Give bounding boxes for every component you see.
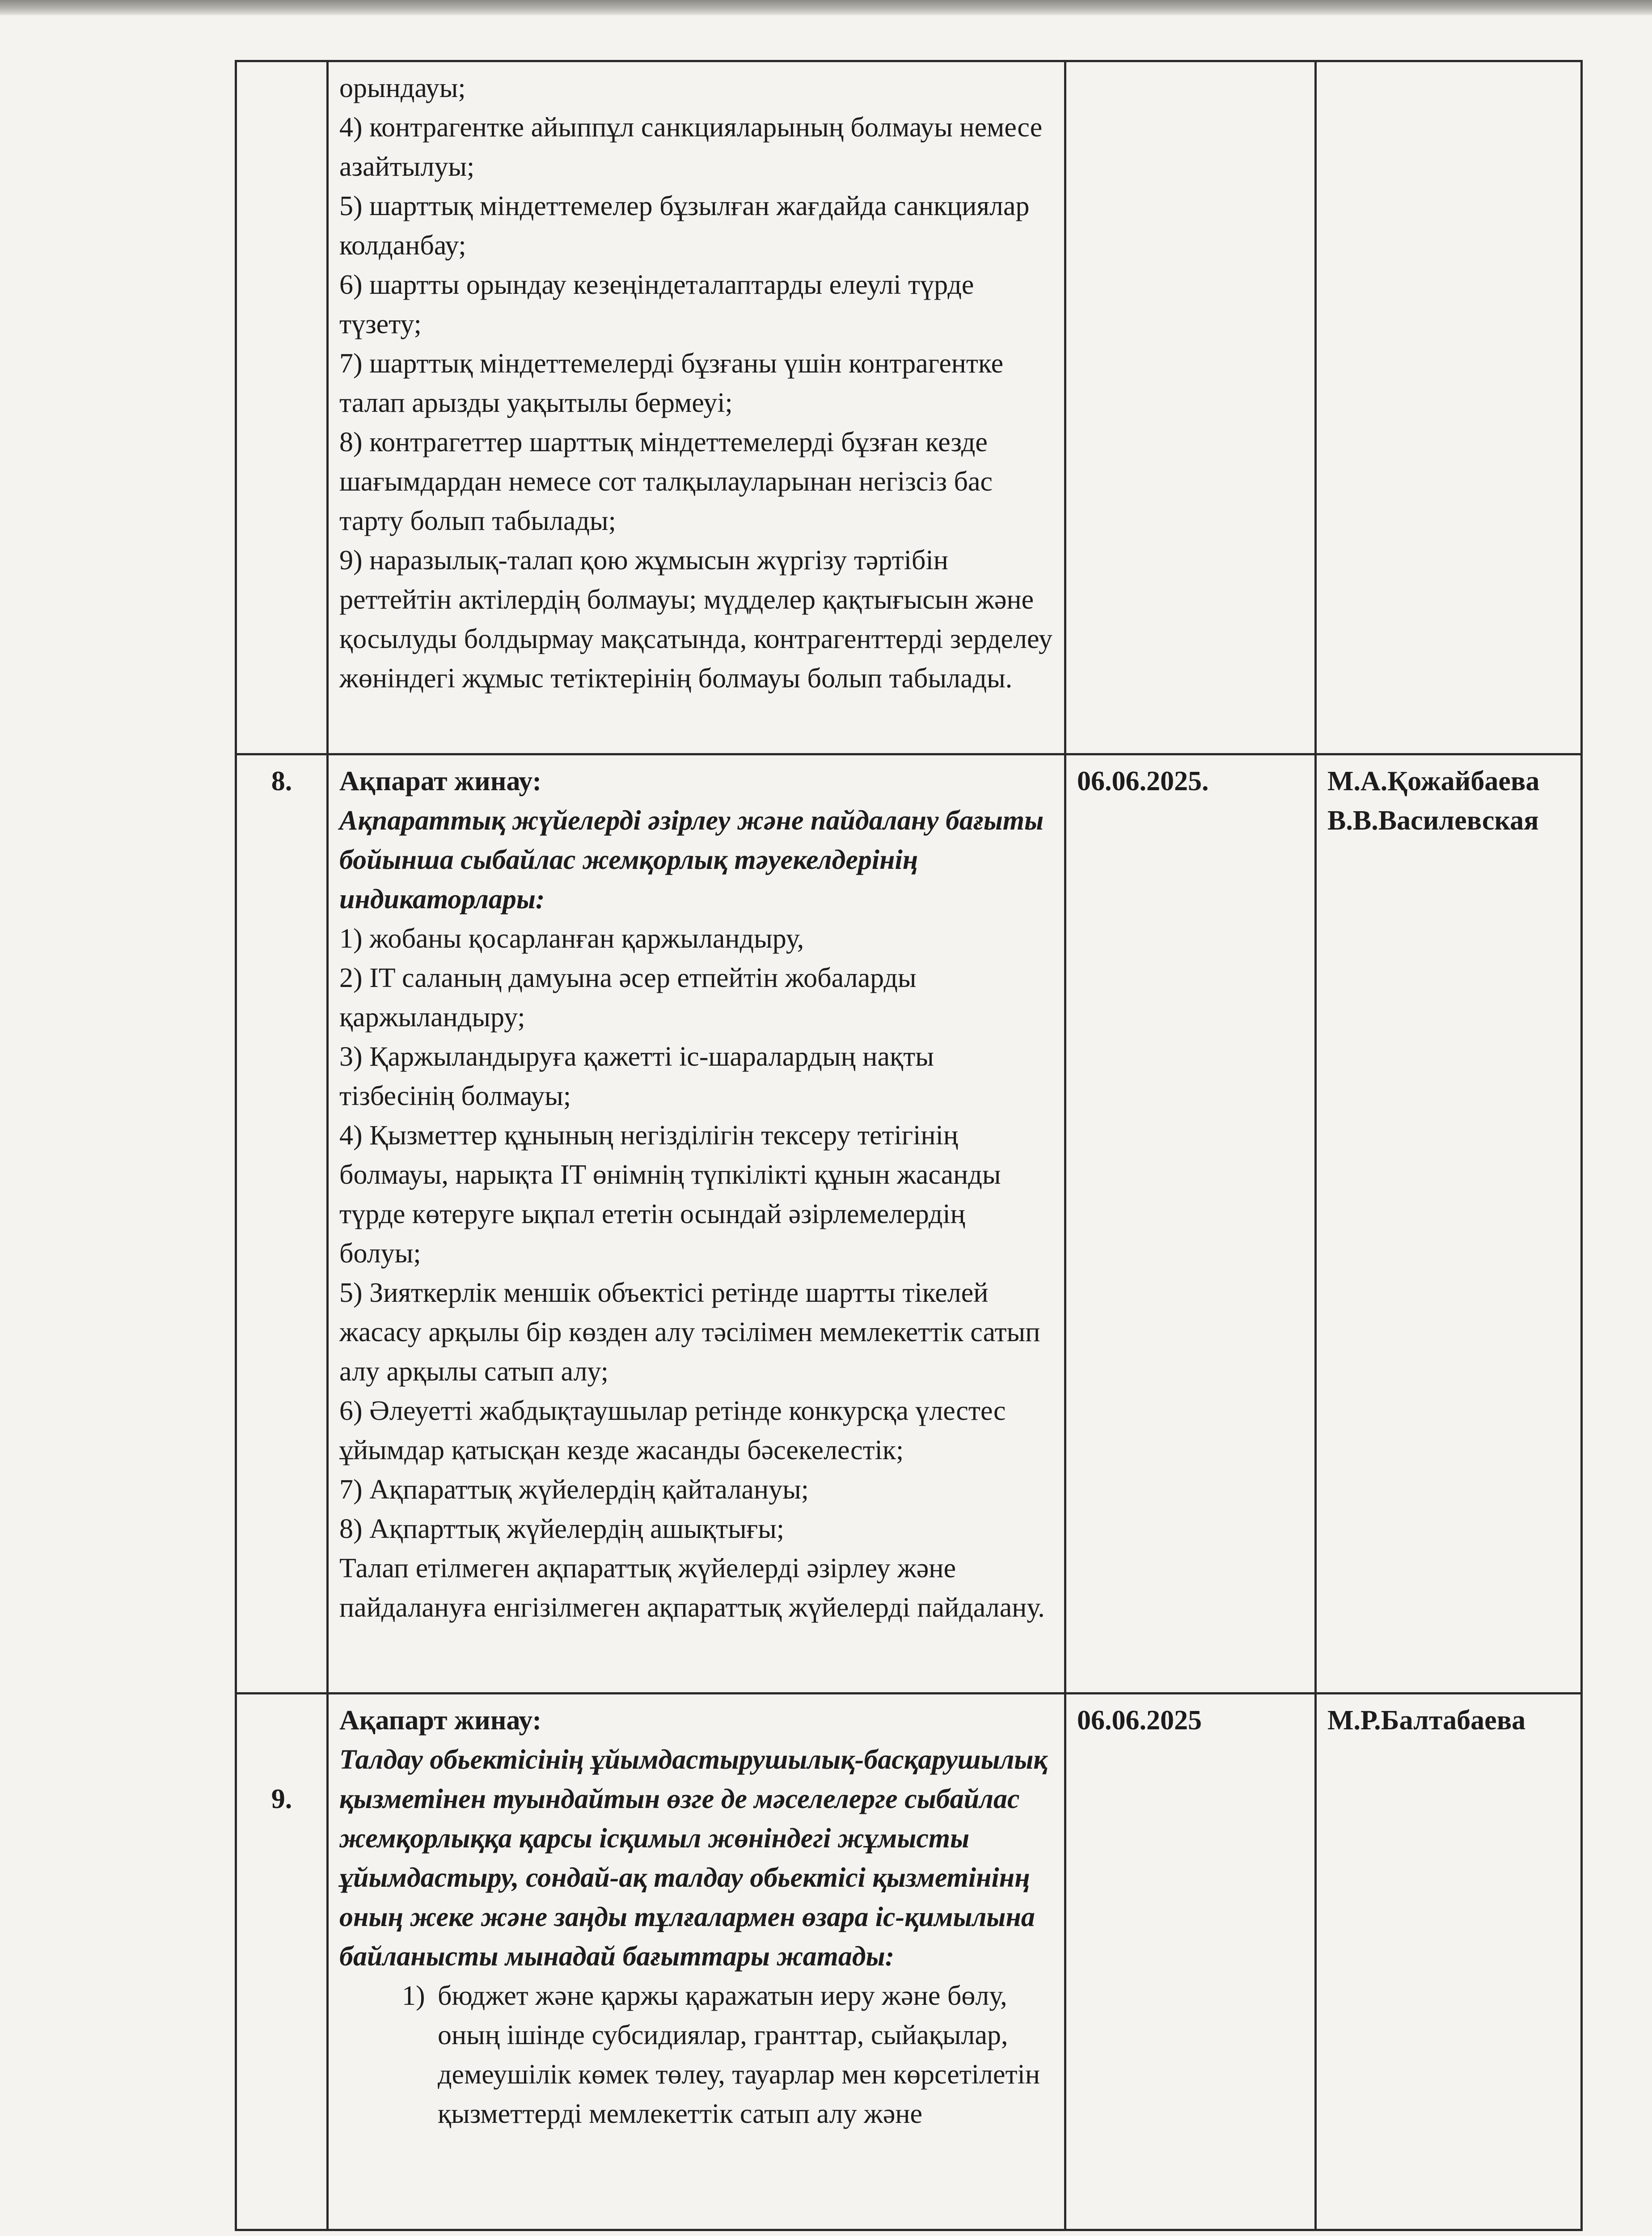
list-item [339, 1976, 1053, 2134]
row-date-cell [1065, 61, 1316, 754]
list-item: 2) IT саланың дамуына әсер етпейтін жобаларды қаржыландыру; [339, 963, 917, 1033]
list-item: 3) Қаржыландыруға қажетті іс-шаралардың нақты тізбесінің болмауы; [339, 1042, 934, 1111]
continuation-line: 7) шарттық міндеттемелерді бұзғаны үшін контрагентке талап арызды уақытылы бермеуі; [339, 348, 1004, 418]
table-row-continuation [236, 61, 1582, 754]
responsible-person: М.А.Қожайбаева [1327, 766, 1540, 796]
row-description-cell [328, 754, 1065, 1694]
row-number: 9. [271, 1784, 292, 1814]
responsible-person: В.В.Василевская [1327, 805, 1539, 836]
list-item-text: бюджет және қаржы қаражатын иеру және бөлу, оның ішінде субсидиялар, гранттар, сыйақылар, демеушілік көмек төлеу, тауарлар мен көрсетілетін қызметтерді мемлекеттік сатып алу және [438, 1981, 1040, 2129]
row-description-cell [328, 1694, 1065, 2230]
continuation-line: орындауы; [339, 73, 466, 103]
list-item: 5) Зияткерлік меншік объектісі ретінде шартты тікелей жасасу арқылы бір көзден алу тәсілімен мемлекеттік сатып алу арқылы сатып алу; [339, 1278, 1040, 1387]
row-date: 06.06.2025 [1065, 1694, 1316, 2230]
row-number-cell [236, 1694, 328, 2230]
row-responsible: М.Р.Балтабаева [1316, 1694, 1582, 2230]
list-item: 6) Әлеуетті жабдықтаушылар ретінде конкурсқа үлестес ұйымдар қатысқан кезде жасанды бәсекелестік; [339, 1396, 1006, 1465]
row-heading: Ақапарт жинау: [339, 1705, 542, 1736]
row-subheading: Ақпараттық жүйелерді әзірлеу және пайдалану бағыты бойынша сыбайлас жемқорлық тәуекелдерінің индикаторлары: [339, 805, 1044, 915]
row-number-cell [236, 61, 328, 754]
row-subheading: Талдау обьектісінің ұйымдастырушылық-басқарушылық қызметінен туындайтын өзге де мәселелерге сыбайлас жемқорлыққа қарсы ісқимыл жөніндегі жұмысты ұйымдастыру, сондай-ақ талдау обьектісі қызметінінң оның жеке және заңды тұлғалармен өзара іс-қимылына байланысты мынадай бағыттары жатады: [339, 1745, 1048, 1972]
continuation-line: 6) шартты орындау кезеңіндеталаптарды елеулі түрде түзету; [339, 270, 974, 339]
continuation-line: 5) шарттық міндеттемелер бұзылған жағдайда санкциялар колданбау; [339, 191, 1030, 261]
continuation-line: 4) контрагентке айыппұл санкцияларының болмауы немесе азайтылуы; [339, 112, 1043, 182]
plan-table [235, 60, 1583, 2231]
continuation-line: 9) наразылық-талап қою жұмысын жүргізу тәртібін реттейтін актілердің болмауы; мүдделер қақтығысын және қосылуды болдырмау мақсатында, контрагенттерді зерделеу жөніндегі жұмыс тетіктерінің болмауы болып табылады. [339, 545, 1052, 694]
table-row-8 [236, 754, 1582, 1694]
list-item: 8) Ақпарттық жүйелердің ашықтығы; [339, 1514, 785, 1544]
row-heading: Ақпарат жинау: [339, 766, 542, 796]
table-row-9 [236, 1694, 1582, 2230]
list-item: Талап етілмеген ақпараттық жүйелерді әзірлеу және пайдалануға енгізілмеген ақпараттық жүйелерді пайдалану. [339, 1553, 1045, 1623]
document-page [0, 15, 1652, 2236]
list-item: 1) жобаны қосарланған қаржыландыру, [339, 923, 804, 954]
list-item: 4) Қызметтер құнының негізділігін тексеру тетігінің болмауы, нарықта IT өнімнің түпкілікті құнын жасанды түрде көтеруге ықпал ететін осындай әзірлемелердің болуы; [339, 1120, 1001, 1269]
row-responsible-cell [1316, 61, 1582, 754]
row-description-cell [328, 61, 1065, 754]
list-item: 7) Ақпараттық жүйелердің қайталануы; [339, 1474, 809, 1505]
photo-top-edge [0, 0, 1652, 15]
row-number: 8. [236, 754, 328, 1694]
list-item-number: 1) [402, 1981, 425, 2011]
continuation-line: 8) контрагеттер шарттық міндеттемелерді бұзған кезде шағымдардан немесе сот талқылауларынан негізсіз бас тарту болып табылады; [339, 427, 993, 536]
row-responsible-cell [1316, 754, 1582, 1694]
row-date: 06.06.2025. [1065, 754, 1316, 1694]
